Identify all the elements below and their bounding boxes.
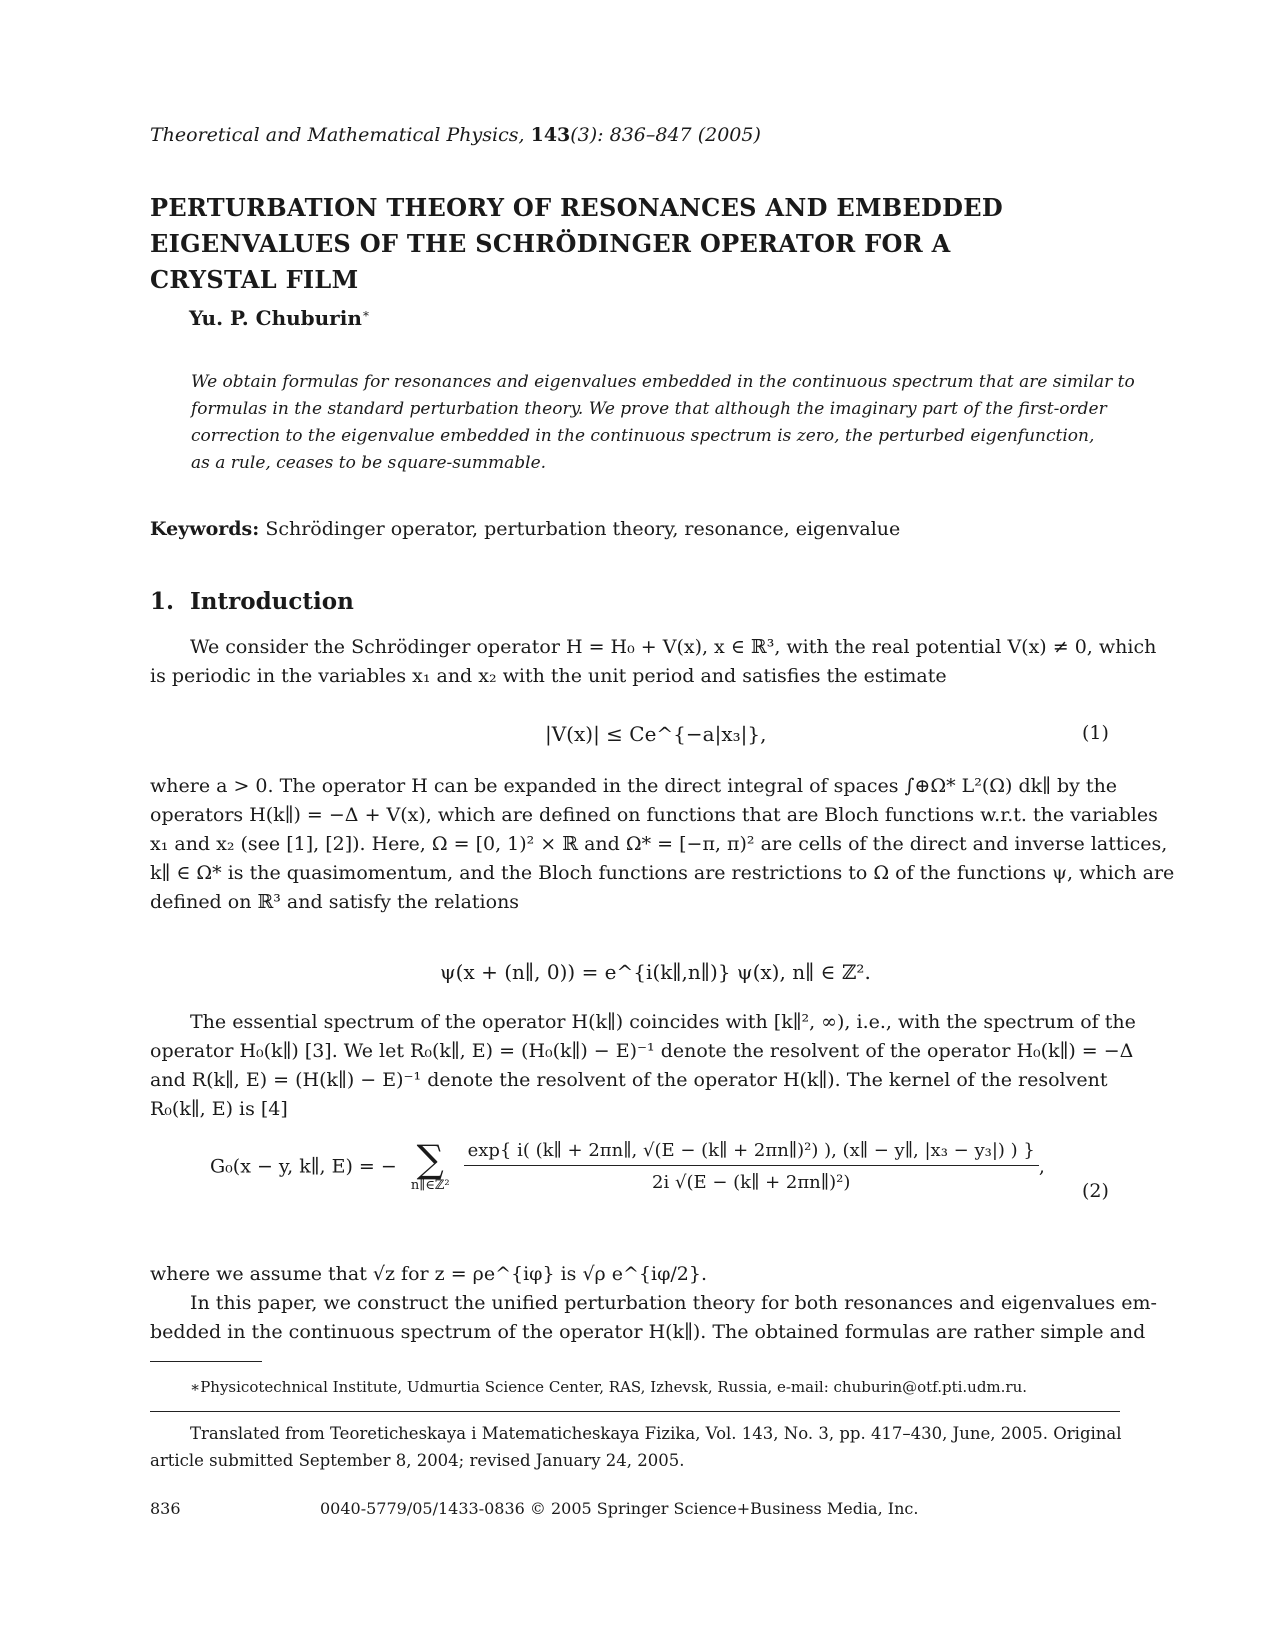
journal-issue: (3): 836–847 (2005) [570, 124, 761, 146]
eq2-lhs: G₀(x − y, k∥, E) = − [210, 1155, 397, 1178]
abstract-line: as a rule, ceases to be square-summable. [191, 453, 547, 473]
eq2-tail: , [1038, 1155, 1045, 1178]
paragraph-line: k∥ ∈ Ω* is the quasimomentum, and the Bloch functions are restrictions to Ω of the functions ψ, which are [150, 862, 1175, 884]
paragraph-line: operators H(k∥) = −Δ + V(x), which are defined on functions that are Bloch functions w.r.t. the variables [150, 804, 1158, 826]
author-name: Yu. P. Chuburin [189, 306, 362, 330]
abstract-line: correction to the eigenvalue embedded in the continuous spectrum is zero, the perturbed eigenfunction, [191, 426, 1095, 446]
page-number: 836 [150, 1499, 181, 1518]
equation-2 [210, 1137, 1045, 1193]
paragraph-line: x₁ and x₂ (see [1], [2]). Here, Ω = [0, 1)² × ℝ and Ω* = [−π, π)² are cells of the direct and inverse lattices, [150, 833, 1168, 855]
translation-rule [150, 1411, 1120, 1412]
equation-number: (1) [1082, 722, 1109, 744]
author-footnote-mark[interactable]: ∗ [361, 306, 371, 321]
paragraph-line: We consider the Schrödinger operator H = H₀ + V(x), x ∈ ℝ³, with the real potential V(x) ≠ 0, which [190, 636, 1157, 658]
summation: ∑ n∥∈ℤ² [410, 1137, 450, 1193]
keywords-text: Schrödinger operator, perturbation theory, resonance, eigenvalue [265, 518, 901, 540]
translation-note [150, 1420, 1122, 1474]
keywords [150, 518, 900, 540]
translation-line: article submitted September 8, 2004; revised January 24, 2005. [150, 1451, 685, 1470]
abstract-line: formulas in the standard perturbation theory. We prove that although the imaginary part of the first-order [191, 399, 1107, 419]
footnote: ∗Physicotechnical Institute, Udmurtia Science Center, RAS, Izhevsk, Russia, e-mail: chuburin@otf.pti.udm.ru. [190, 1378, 1028, 1396]
journal-volume: 143 [530, 124, 571, 146]
title-line: PERTURBATION THEORY OF RESONANCES AND EMBEDDED [150, 193, 1003, 222]
abstract-line: We obtain formulas for resonances and eigenvalues embedded in the continuous spectrum that are similar to [191, 372, 1135, 392]
author [189, 306, 370, 330]
eq2-fraction [464, 1140, 1039, 1193]
paragraph-line: operator H₀(k∥) [3]. We let R₀(k∥, E) = (H₀(k∥) − E)⁻¹ denote the resolvent of the operator H₀(k∥) = −Δ [150, 1040, 1134, 1062]
equation-1: |V(x)| ≤ Ce^{−a|x₃|}, [545, 722, 767, 746]
eq2-denominator: 2i √(E − (k∥ + 2πn∥)²) [652, 1172, 851, 1193]
paragraph-line: defined on ℝ³ and satisfy the relations [150, 891, 520, 913]
title-line: EIGENVALUES OF THE SCHRÖDINGER OPERATOR FOR A [150, 229, 951, 258]
paper-title [150, 190, 1070, 298]
equation-bloch: ψ(x + (n∥, 0)) = e^{i(k∥,n∥)} ψ(x), n∥ ∈ ℤ². [440, 960, 871, 984]
sum-index: n∥∈ℤ² [410, 1178, 450, 1193]
equation-number: (2) [1082, 1180, 1109, 1202]
section-heading [150, 588, 354, 615]
paragraph-line: is periodic in the variables x₁ and x₂ with the unit period and satisfies the estimate [150, 665, 947, 687]
eq2-numerator: exp{ i( (k∥ + 2πn∥, √(E − (k∥ + 2πn∥)²) ), (x∥ − y∥, |x₃ − y₃|) ) } [464, 1140, 1039, 1166]
keywords-label: Keywords: [150, 518, 260, 540]
journal-header [150, 124, 761, 146]
paragraph-line: bedded in the continuous spectrum of the operator H(k∥). The obtained formulas are rather simple and [150, 1321, 1146, 1343]
paragraph-line: where we assume that √z for z = ρe^{iφ} is √ρ e^{iφ/2}. [150, 1263, 708, 1285]
title-line: CRYSTAL FILM [150, 265, 359, 294]
paragraph-line: R₀(k∥, E) is [4] [150, 1098, 288, 1120]
footnote-rule [150, 1361, 262, 1362]
issn-copyright: 0040-5779/05/1433-0836 © 2005 Springer Science+Business Media, Inc. [320, 1499, 919, 1518]
paragraph-line: In this paper, we construct the unified perturbation theory for both resonances and eigenvalues em- [190, 1292, 1157, 1314]
paragraph-line: The essential spectrum of the operator H(k∥) coincides with [k∥², ∞), i.e., with the spectrum of the [190, 1011, 1136, 1033]
paragraph-line: and R(k∥, E) = (H(k∥) − E)⁻¹ denote the resolvent of the operator H(k∥). The kernel of the resolvent [150, 1069, 1108, 1091]
translation-line: Translated from Teoreticheskaya i Matematicheskaya Fizika, Vol. 143, No. 3, pp. 417–430, June, 2005. Original [190, 1424, 1122, 1443]
section-title: Introduction [190, 588, 354, 615]
abstract [191, 369, 1135, 477]
journal-name: Theoretical and Mathematical Physics, [150, 124, 525, 146]
section-number: 1. [150, 588, 175, 615]
paragraph-line: where a > 0. The operator H can be expanded in the direct integral of spaces ∫⊕Ω* L²(Ω) dk∥ by the [150, 775, 1118, 797]
